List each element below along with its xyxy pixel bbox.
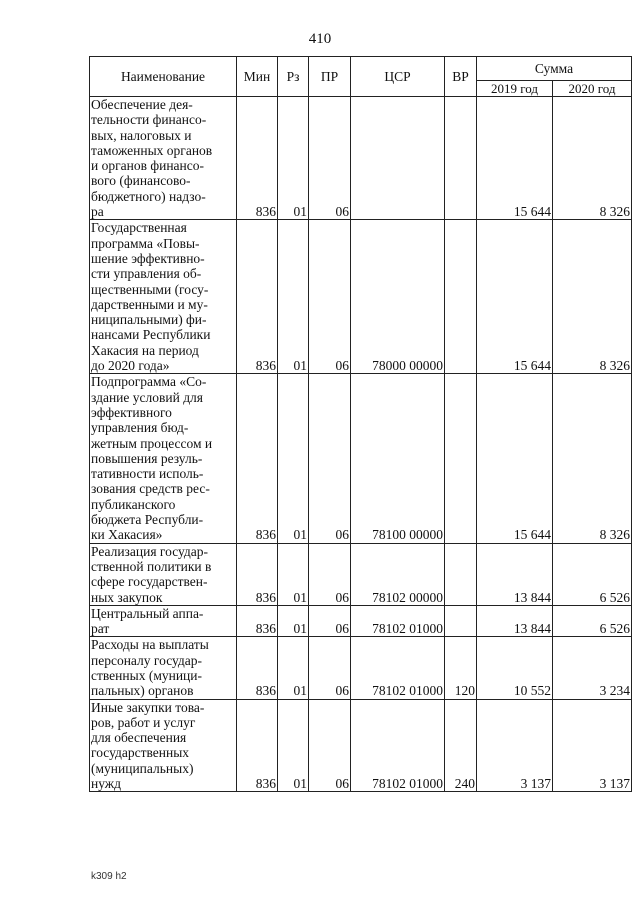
cell-sum-2020: 8 326 (553, 220, 632, 374)
cell-name-line: ниципальными) фи- (91, 312, 207, 328)
cell-name-line: ки Хакасия» (91, 527, 163, 543)
cell-vr (445, 543, 477, 605)
budget-table-body (90, 97, 632, 792)
cell-name-line: вого (финансово- (91, 173, 191, 189)
cell-pr: 06 (309, 605, 351, 637)
cell-pr: 06 (309, 97, 351, 220)
cell-min: 836 (237, 699, 278, 792)
cell-vr: 240 (445, 699, 477, 792)
cell-name-line: бюджета Республи- (91, 512, 204, 528)
cell-rz: 01 (278, 637, 309, 699)
cell-name-line: дарственными и му- (91, 296, 208, 312)
cell-csr: 78100 00000 (351, 374, 445, 543)
cell-name-line: Подпрограмма «Со- (91, 374, 207, 390)
header-csr: ЦСР (351, 57, 445, 97)
cell-name-line: до 2020 года» (91, 358, 170, 374)
cell-name-line: ров, работ и услуг (91, 714, 196, 730)
cell-sum-2020: 3 234 (553, 637, 632, 699)
cell-sum-2020: 6 526 (553, 605, 632, 637)
cell-name-line: для обеспечения (91, 730, 187, 746)
cell-name (90, 220, 237, 374)
cell-name-line: (муниципальных) (91, 760, 194, 776)
cell-rz: 01 (278, 699, 309, 792)
cell-sum-2019: 15 644 (477, 97, 553, 220)
cell-name-line: Иные закупки това- (91, 699, 205, 715)
cell-rz: 01 (278, 543, 309, 605)
cell-vr (445, 605, 477, 637)
cell-name (90, 637, 237, 699)
cell-name-line: программа «Повы- (91, 235, 200, 251)
table-row (90, 637, 632, 699)
cell-rz: 01 (278, 97, 309, 220)
header-rz: Рз (278, 57, 309, 97)
cell-sum-2019: 15 644 (477, 220, 553, 374)
cell-name-line: рат (91, 621, 110, 637)
cell-name-line: нужд (91, 776, 121, 792)
cell-name-line: повышения резуль- (91, 450, 203, 466)
cell-csr: 78102 01000 (351, 637, 445, 699)
cell-name-line: Центральный аппа- (91, 605, 204, 621)
cell-name-line: сти управления об- (91, 266, 202, 282)
cell-sum-2020: 8 326 (553, 374, 632, 543)
cell-name-line: ра (91, 204, 104, 220)
cell-name-line: публиканского (91, 496, 176, 512)
table-row (90, 97, 632, 220)
cell-name-line: и органов финансо- (91, 158, 205, 174)
cell-min: 836 (237, 220, 278, 374)
cell-sum-2019: 10 552 (477, 637, 553, 699)
cell-csr (351, 97, 445, 220)
cell-name (90, 543, 237, 605)
cell-pr: 06 (309, 374, 351, 543)
cell-name-line: бюджетного) надзо- (91, 188, 206, 204)
cell-name-line: шение эффективно- (91, 250, 205, 266)
cell-name-line: ственной политики в (91, 558, 212, 574)
cell-name-line: тативности исполь- (91, 466, 204, 482)
cell-name-line: Хакасия на период (91, 342, 199, 358)
cell-sum-2019: 3 137 (477, 699, 553, 792)
cell-name-line: нансами Республики (91, 327, 211, 343)
cell-name (90, 605, 237, 637)
table-row (90, 220, 632, 374)
cell-csr: 78102 01000 (351, 605, 445, 637)
cell-sum-2020: 8 326 (553, 97, 632, 220)
cell-pr: 06 (309, 637, 351, 699)
cell-name-line: управления бюд- (91, 420, 189, 436)
cell-pr: 06 (309, 220, 351, 374)
cell-min: 836 (237, 97, 278, 220)
cell-csr: 78102 01000 (351, 699, 445, 792)
header-year-2019: 2019 год (477, 81, 553, 97)
cell-pr: 06 (309, 543, 351, 605)
cell-csr: 78000 00000 (351, 220, 445, 374)
footer-code: k309 h2 (91, 871, 127, 882)
table-row (90, 699, 632, 792)
cell-vr (445, 374, 477, 543)
cell-sum-2020: 6 526 (553, 543, 632, 605)
header-sum: Сумма (477, 57, 632, 81)
table-row (90, 543, 632, 605)
cell-name-line: здание условий для (91, 389, 204, 405)
cell-min: 836 (237, 374, 278, 543)
cell-sum-2019: 15 644 (477, 374, 553, 543)
cell-vr (445, 97, 477, 220)
page-number: 410 (308, 31, 332, 47)
cell-name-line: вых, налоговых и (91, 127, 192, 143)
cell-sum-2020: 3 137 (553, 699, 632, 792)
header-pr: ПР (309, 57, 351, 97)
cell-name-line: Государственная (91, 220, 187, 236)
cell-name-line: щественными (госу- (91, 281, 209, 297)
cell-vr (445, 220, 477, 374)
cell-name-line: эффективного (91, 404, 172, 420)
cell-rz: 01 (278, 605, 309, 637)
table-row (90, 605, 632, 637)
cell-rz: 01 (278, 220, 309, 374)
cell-sum-2019: 13 844 (477, 605, 553, 637)
cell-name-line: сфере государствен- (91, 574, 208, 590)
cell-name-line: тельности финансо- (91, 112, 207, 128)
cell-name-line: персоналу государ- (91, 652, 203, 668)
budget-table (89, 56, 632, 792)
cell-name-line: ных закупок (91, 589, 163, 605)
cell-rz: 01 (278, 374, 309, 543)
cell-name (90, 699, 237, 792)
cell-name-line: жетным процессом и (91, 435, 213, 451)
header-min: Мин (237, 57, 278, 97)
cell-name-line: Реализация государ- (91, 543, 209, 559)
cell-name-line: зования средств рес- (91, 481, 210, 497)
cell-csr: 78102 00000 (351, 543, 445, 605)
cell-name-line: ственных (муници- (91, 667, 203, 683)
cell-name-line: Расходы на выплаты (91, 637, 209, 653)
cell-min: 836 (237, 543, 278, 605)
cell-name-line: таможенных органов (91, 142, 213, 158)
cell-sum-2019: 13 844 (477, 543, 553, 605)
header-name: Наименование (90, 57, 237, 97)
cell-name (90, 97, 237, 220)
cell-name-line: пальных) органов (91, 683, 194, 699)
cell-min: 836 (237, 605, 278, 637)
header-year-2020: 2020 год (553, 81, 632, 97)
cell-name (90, 374, 237, 543)
cell-name-line: государственных (91, 745, 190, 761)
cell-vr: 120 (445, 637, 477, 699)
cell-min: 836 (237, 637, 278, 699)
table-row (90, 374, 632, 543)
cell-pr: 06 (309, 699, 351, 792)
header-vr: ВР (445, 57, 477, 97)
cell-name-line: Обеспечение дея- (91, 97, 193, 112)
